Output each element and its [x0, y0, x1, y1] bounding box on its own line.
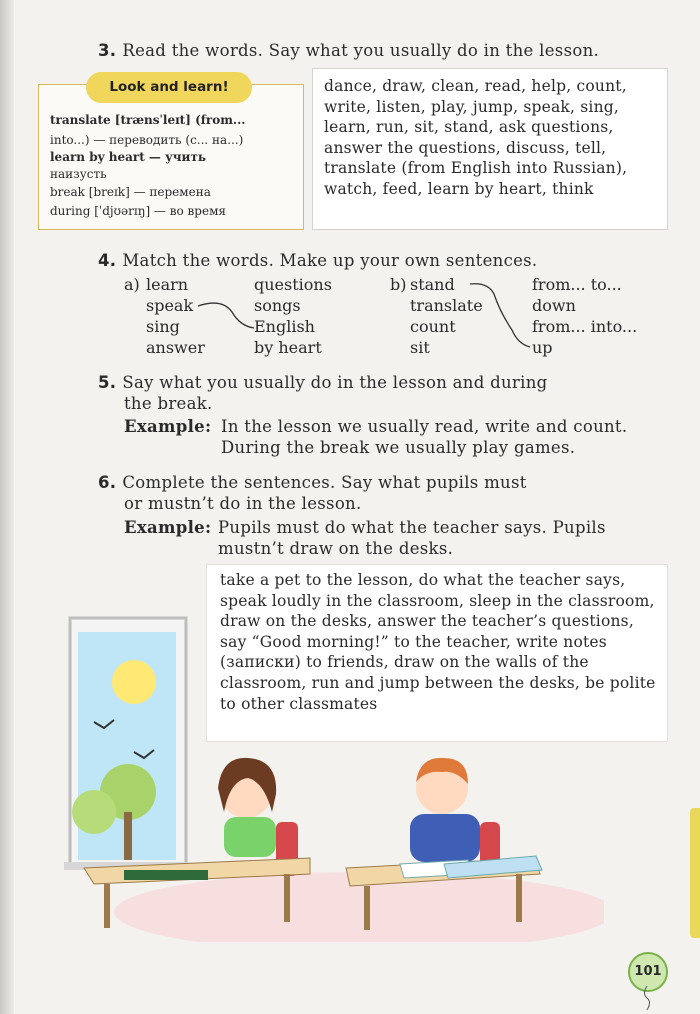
part-b-label: b)	[390, 275, 407, 294]
vocab-line: translate [trænsˈleɪt] (from...	[50, 113, 246, 127]
phrases-text: take a pet to the lesson, do what the teacher says, speak loudly in the classroom, sleep in the classroom, draw on the desks, answer the teacher’s questions, say “Good morning!” to the teacher, write notes (записки) to friends, draw on the walls of the classroom, run and jump between the desks, be polite to other classmates	[220, 571, 656, 713]
balloon-string-icon	[640, 986, 654, 1010]
example-label: Example:	[124, 417, 212, 436]
example-line: Pupils must do what the teacher says. Pupils	[218, 518, 606, 537]
task-number: 6.	[98, 473, 117, 492]
vocab-line: learn by heart — учить	[50, 150, 207, 164]
match-word: up	[532, 338, 553, 357]
vocab-line: наизусть	[50, 167, 107, 181]
example-line: mustn’t draw on the desks.	[218, 539, 454, 558]
match-word: songs	[254, 296, 301, 315]
task-instruction: or mustn’t do in the lesson.	[124, 494, 362, 513]
task-6-heading	[98, 472, 527, 493]
boy-shirt	[410, 814, 480, 862]
match-word: sit	[410, 338, 430, 357]
task-instruction: Say what you usually do in the lesson and during	[122, 373, 548, 392]
example-label: Example:	[124, 518, 212, 537]
task-5-heading	[98, 372, 548, 393]
example-line: In the lesson we usually read, write and count.	[221, 417, 628, 436]
part-a-label: a)	[124, 275, 140, 294]
match-word: English	[254, 317, 315, 336]
match-word: sing	[146, 317, 180, 336]
tree-icon	[72, 790, 116, 834]
match-word: answer	[146, 338, 205, 357]
page-edge-tab	[690, 808, 700, 938]
match-word: count	[410, 317, 456, 336]
match-word: down	[532, 296, 576, 315]
sun-icon	[112, 660, 156, 704]
match-word: from... into...	[532, 317, 638, 336]
task-number: 3.	[98, 41, 117, 60]
match-word: by heart	[254, 338, 322, 357]
task-instruction: the break.	[124, 394, 213, 413]
match-word: translate	[410, 296, 483, 315]
book-icon	[124, 870, 208, 880]
look-and-learn-title: Look and learn!	[86, 72, 252, 103]
vocab-line: break [breɪk] — перемена	[50, 185, 211, 199]
girl-shirt	[224, 817, 276, 857]
task-instruction: Complete the sentences. Say what pupils must	[122, 473, 527, 492]
page-number-badge: 101	[628, 952, 668, 992]
task-number: 5.	[98, 373, 117, 392]
vocab-line: during [ˈdjʊərɪŋ] — во время	[50, 204, 226, 218]
example-line: During the break we usually play games.	[221, 438, 576, 457]
match-word: stand	[410, 275, 455, 294]
match-word: questions	[254, 275, 332, 294]
word-bank-text: dance, draw, clean, read, help, count, write, listen, play, jump, speak, sing, learn, run, sit, stand, ask questions, answer the questions, discuss, tell, translate (from English into Russian), watch, feed, learn by heart, think	[324, 77, 628, 198]
task-instruction: Match the words. Make up your own sentences.	[122, 251, 538, 270]
match-word: learn	[146, 275, 189, 294]
match-word: speak	[146, 296, 194, 315]
vocab-line: into...) — переводить (с... на...)	[50, 133, 244, 147]
task-number: 4.	[98, 251, 117, 270]
task-instruction: Read the words. Say what you usually do in the lesson.	[122, 41, 600, 60]
match-word: from... to...	[532, 275, 622, 294]
matching-lines	[0, 0, 700, 380]
